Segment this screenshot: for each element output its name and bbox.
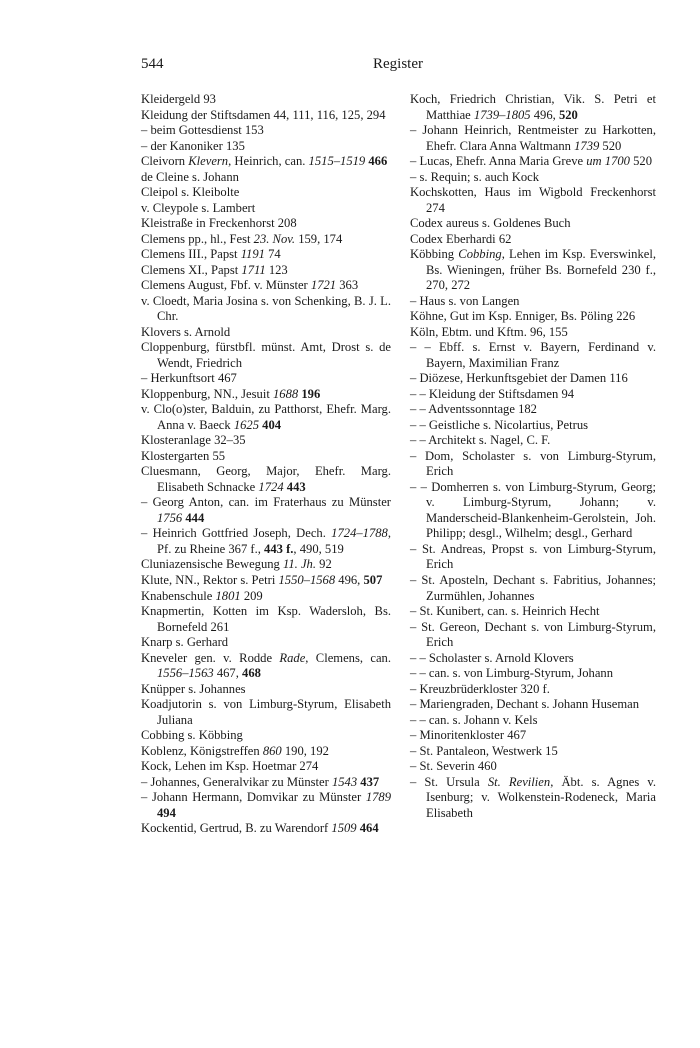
index-entry: Koadjutorin s. von Limburg-Styrum, Elisabeth Juliana: [141, 697, 391, 727]
index-entry: – Georg Anton, can. im Fraterhaus zu Münster 1756 444: [141, 495, 391, 525]
index-entry: – – Kleidung der Stiftsdamen 94: [410, 386, 575, 401]
index-entry: – St. Ursula St. Revilien, Äbt. s. Agnes v. Isenburg; v. Wolkenstein-Rodeneck, Maria Elisabeth: [410, 774, 657, 820]
index-entry: – Diözese, Herkunftsgebiet der Damen 116: [410, 371, 628, 386]
index-entry: – Johann Heinrich, Rentmeister zu Harkotten, Ehefr. Clara Anna Waltmann 1739 520: [410, 123, 656, 153]
left-column: [141, 92, 391, 837]
index-entry: – St. Aposteln, Dechant s. Fabritius, Johannes; Zurmühlen, Johannes: [410, 572, 656, 603]
index-entry: Kloppenburg, NN., Jesuit 1688 196: [141, 386, 321, 401]
index-entry: Köbbing Cobbing, Lehen im Ksp. Everswinkel, Bs. Wieningen, früher Bs. Bornefeld 230 f., 270, 272: [410, 247, 656, 293]
index-entry: – – can. s. von Limburg-Styrum, Johann: [410, 666, 614, 681]
index-entry: Cloppenburg, fürstbfl. münst. Amt, Drost s. de Wendt, Friedrich: [141, 340, 391, 370]
index-entry: – Kreuzbrüderkloster 320 f.: [410, 681, 550, 696]
index-entry: – Haus s. von Langen: [410, 293, 520, 308]
index-entry: Koch, Friedrich Christian, Vik. S. Petri et Matthiae 1739–1805 496, 520: [410, 92, 656, 122]
index-entry: Köln, Ebtm. und Kftm. 96, 155: [410, 324, 568, 339]
index-entry: Kneveler gen. v. Rodde Rade, Clemens, can. 1556–1563 467, 468: [141, 650, 391, 681]
index-entry: Koblenz, Königstreffen 860 190, 192: [141, 743, 329, 758]
index-entry: – Minoritenkloster 467: [410, 728, 527, 743]
index-entry: – Johann Hermann, Domvikar zu Münster 1789 494: [141, 790, 391, 820]
index-entry: – s. Requin; s. auch Kock: [410, 169, 540, 184]
index-entry: Kleidung der Stiftsdamen 44, 111, 116, 125, 294: [141, 107, 386, 122]
index-entry: Knarp s. Gerhard: [141, 635, 229, 650]
index-entry: – Johannes, Generalvikar zu Münster 1543 437: [141, 774, 380, 789]
index-entry: – St. Andreas, Propst s. von Limburg-Styrum, Erich: [410, 541, 656, 572]
index-entry: Kleistraße in Freckenhorst 208: [141, 216, 297, 231]
index-entry: Cleipol s. Kleibolte: [141, 185, 240, 200]
index-entry: Clemens August, Fbf. v. Münster 1721 363: [141, 278, 359, 293]
index-entry: – – Geistliche s. Nicolartius, Petrus: [410, 417, 589, 432]
index-entry: – St. Pantaleon, Westwerk 15: [410, 743, 558, 758]
index-entry: v. Cloedt, Maria Josina s. von Schenking, B. J. L. Chr.: [141, 293, 391, 324]
index-entry: de Cleine s. Johann: [141, 169, 239, 184]
index-entry: Cobbing s. Köbbing: [141, 728, 243, 743]
index-entry: Codex aureus s. Goldenes Buch: [410, 216, 571, 231]
index-entry: – Mariengraden, Dechant s. Johann Huseman: [410, 697, 640, 712]
index-entry: – der Kanoniker 135: [141, 138, 245, 153]
index-entry: – Lucas, Ehefr. Anna Maria Greve um 1700 520: [410, 154, 653, 169]
index-entry: v. Clo(o)ster, Balduin, zu Patthorst, Ehefr. Marg. Anna v. Baeck 1625 404: [141, 402, 391, 432]
page-header: [141, 56, 655, 76]
index-entry: – St. Severin 460: [410, 759, 497, 774]
index-entry: – – Scholaster s. Arnold Klovers: [410, 650, 574, 665]
index-entry: Clemens pp., hl., Fest 23. Nov. 159, 174: [141, 231, 343, 246]
index-entry: – beim Gottesdienst 153: [141, 123, 264, 138]
index-entry: Knapmertin, Kotten im Ksp. Wadersloh, Bs. Bornefeld 261: [141, 604, 391, 634]
index-entry: Klovers s. Arnold: [141, 324, 231, 339]
index-entry: Klostergarten 55: [141, 448, 226, 463]
index-entry: Köhne, Gut im Ksp. Enniger, Bs. Pöling 226: [410, 309, 636, 324]
running-head: Register: [373, 56, 423, 72]
index-entry: Clemens III., Papst 1191 74: [141, 247, 281, 262]
index-entry: – – Ebff. s. Ernst v. Bayern, Ferdinand v. Bayern, Maximilian Franz: [410, 340, 656, 370]
index-entry: Kleidergeld 93: [141, 92, 216, 106]
index-entry: Cluesmann, Georg, Major, Ehefr. Marg. Elisabeth Schnacke 1724 443: [141, 464, 391, 494]
index-entry: Cleivorn Klevern, Heinrich, can. 1515–1519 466: [141, 154, 388, 169]
index-entry: Kochskotten, Haus im Wigbold Freckenhorst 274: [410, 185, 656, 215]
index-entry: – St. Gereon, Dechant s. von Limburg-Styrum, Erich: [410, 619, 656, 650]
index-entry: Kockentid, Gertrud, B. zu Warendorf 1509 464: [141, 821, 379, 836]
index-entry: – – Domherren s. von Limburg-Styrum, Georg; v. Limburg-Styrum, Johann; v. Manderscheid-Blankenheim-Gerolstein, Joh. Philipp; desgl., Wilhelm; desgl., Gerhard: [410, 479, 656, 541]
index-entry: Codex Eberhardi 62: [410, 231, 512, 246]
index-entry: – Herkunftsort 467: [141, 371, 237, 386]
index-entry: – St. Kunibert, can. s. Heinrich Hecht: [410, 604, 600, 619]
index-entry: Knabenschule 1801 209: [141, 588, 263, 603]
index-entry: Knüpper s. Johannes: [141, 681, 246, 696]
page-number: 544: [141, 56, 164, 72]
index-entry: – Dom, Scholaster s. von Limburg-Styrum, Erich: [410, 448, 656, 479]
index-entry: – Heinrich Gottfried Joseph, Dech. 1724–1788, Pf. zu Rheine 367 f., 443 f., 490, 519: [141, 526, 391, 556]
index-entry: v. Cleypole s. Lambert: [141, 200, 256, 215]
index-entry: – – Architekt s. Nagel, C. F.: [410, 433, 551, 448]
index-entry: Klosteranlage 32–35: [141, 433, 246, 448]
index-entry: – – Adventssonntage 182: [410, 402, 537, 417]
index-entry: Klute, NN., Rektor s. Petri 1550–1568 496, 507: [141, 572, 383, 587]
index-entry: Clemens XI., Papst 1711 123: [141, 262, 288, 277]
right-column: [410, 92, 656, 821]
index-entry: – – can. s. Johann v. Kels: [410, 712, 538, 727]
index-entry: Kock, Lehen im Ksp. Hoetmar 274: [141, 759, 319, 774]
index-entry: Cluniazensische Bewegung 11. Jh. 92: [141, 557, 332, 572]
